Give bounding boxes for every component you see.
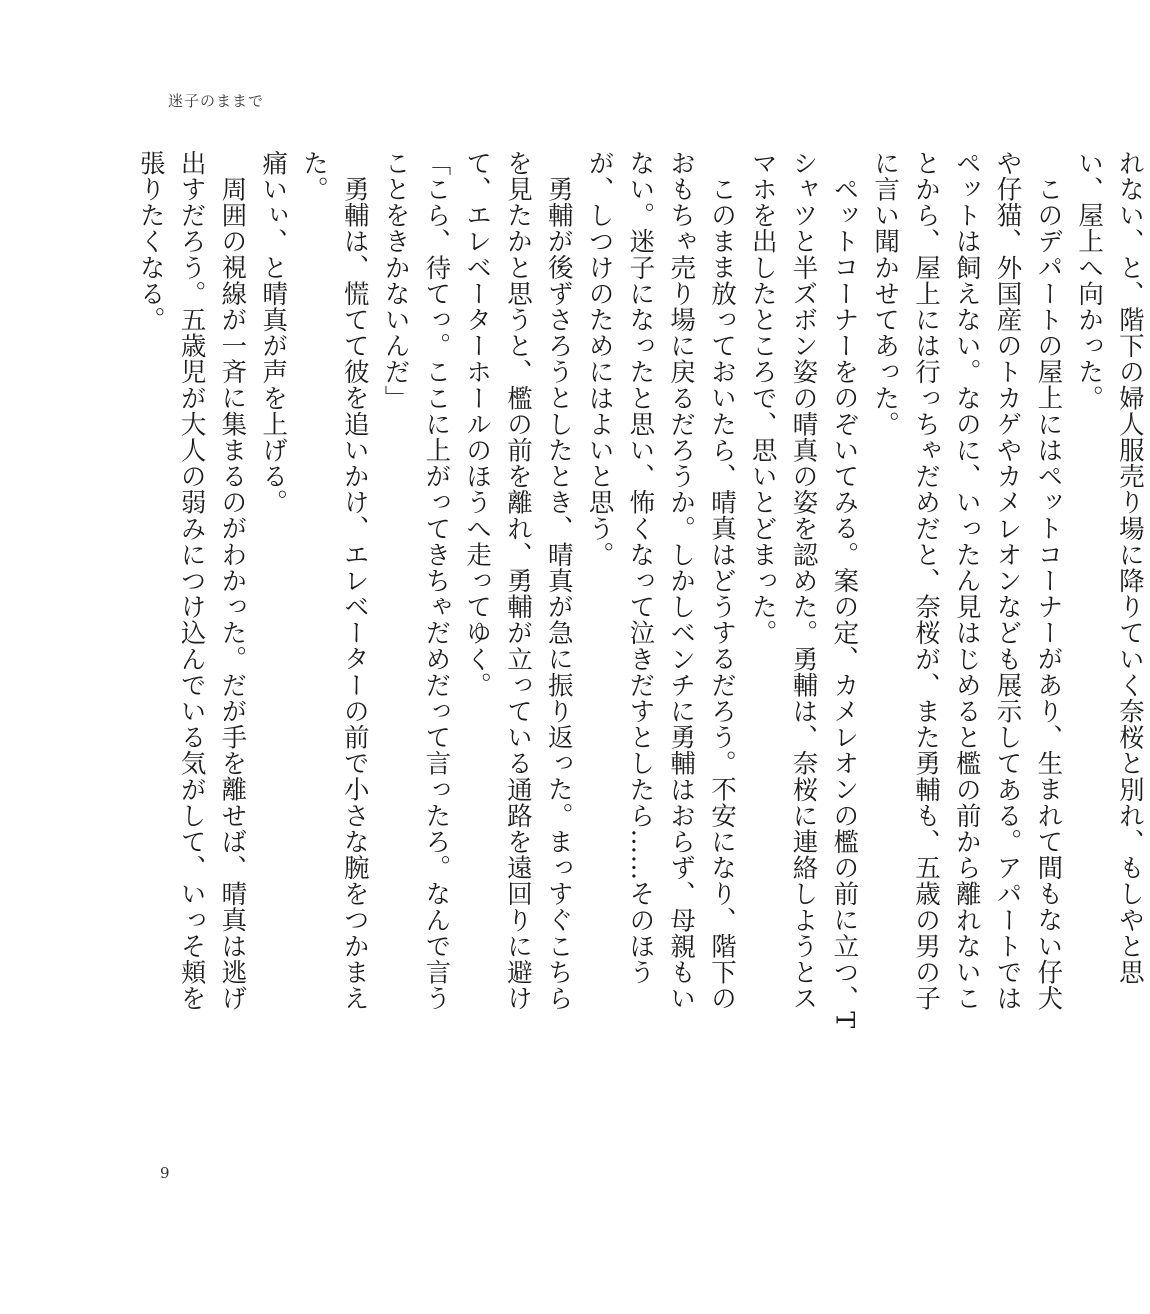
paragraph: 周囲の視線が一斉に集まるのがわかった。だが手を離せば、晴真は逃げ出すだろう。五歳児が大人の弱みにつけ込んでいる気がして、いっそ頬を張りたくなる。 <box>135 150 248 1012</box>
paragraph: このデパートの屋上にはペットコーナーがあり、生まれて間もない仔犬や仔猫、外国産のトカゲやカメレオンなども展示してある。アパートではペットは飼えない。なのに、いったん見はじめると檻の前から離れないことから、屋上には行っちゃだめだと、奈桜が、また勇輔も、五歳の男の子に言い聞かせてあった。 <box>870 150 1064 1012</box>
body-text <box>130 150 1145 1030</box>
page-number: 9 <box>160 1164 170 1182</box>
vertical-text-column <box>130 150 1150 1030</box>
paragraph: 勇輔が後ずさろうとしたとき、晴真が急に振り返った。まっすぐこちらを見たかと思うと、檻の前を離れ、勇輔が立っている通路を遠回りに避けて、エレベーターホールのほうへ走ってゆく。 <box>462 150 574 1012</box>
paragraph: ペットコーナーをのぞいてみる。案の定、カメレオンの檻の前に立つ、Tシャツと半ズボン姿の晴真の姿を認めた。勇輔は、奈桜に連絡しようとスマホを出したところで、思いとどまった。 <box>747 150 860 1029</box>
paragraph: 痛いぃ、と晴真が声を上げる。 <box>258 150 289 516</box>
running-head: 迷子のままで <box>168 92 265 110</box>
paragraph: このまま放っておいたら、晴真はどうするだろう。不安になり、階下のおもちゃ売り場に戻るだろうか。しかしベンチに勇輔はおらず、母親もいない。迷子になったと思い、怖くなって泣きだすとしたら……そのほうが、しつけのためにはよいと思う。 <box>584 150 737 1012</box>
dialogue-paragraph: 「こら、待てっ。ここに上がってきちゃだめだって言ったろ。なんで言うことをきかないんだ」 <box>380 150 452 1012</box>
paragraph: れない、と、階下の婦人服売り場に降りていく奈桜と別れ、もしやと思い、屋上へ向かった。 <box>1074 150 1145 986</box>
paragraph: 勇輔は、慌てて彼を追いかけ、エレベーターの前で小さな腕をつかまえた。 <box>298 150 370 1011</box>
